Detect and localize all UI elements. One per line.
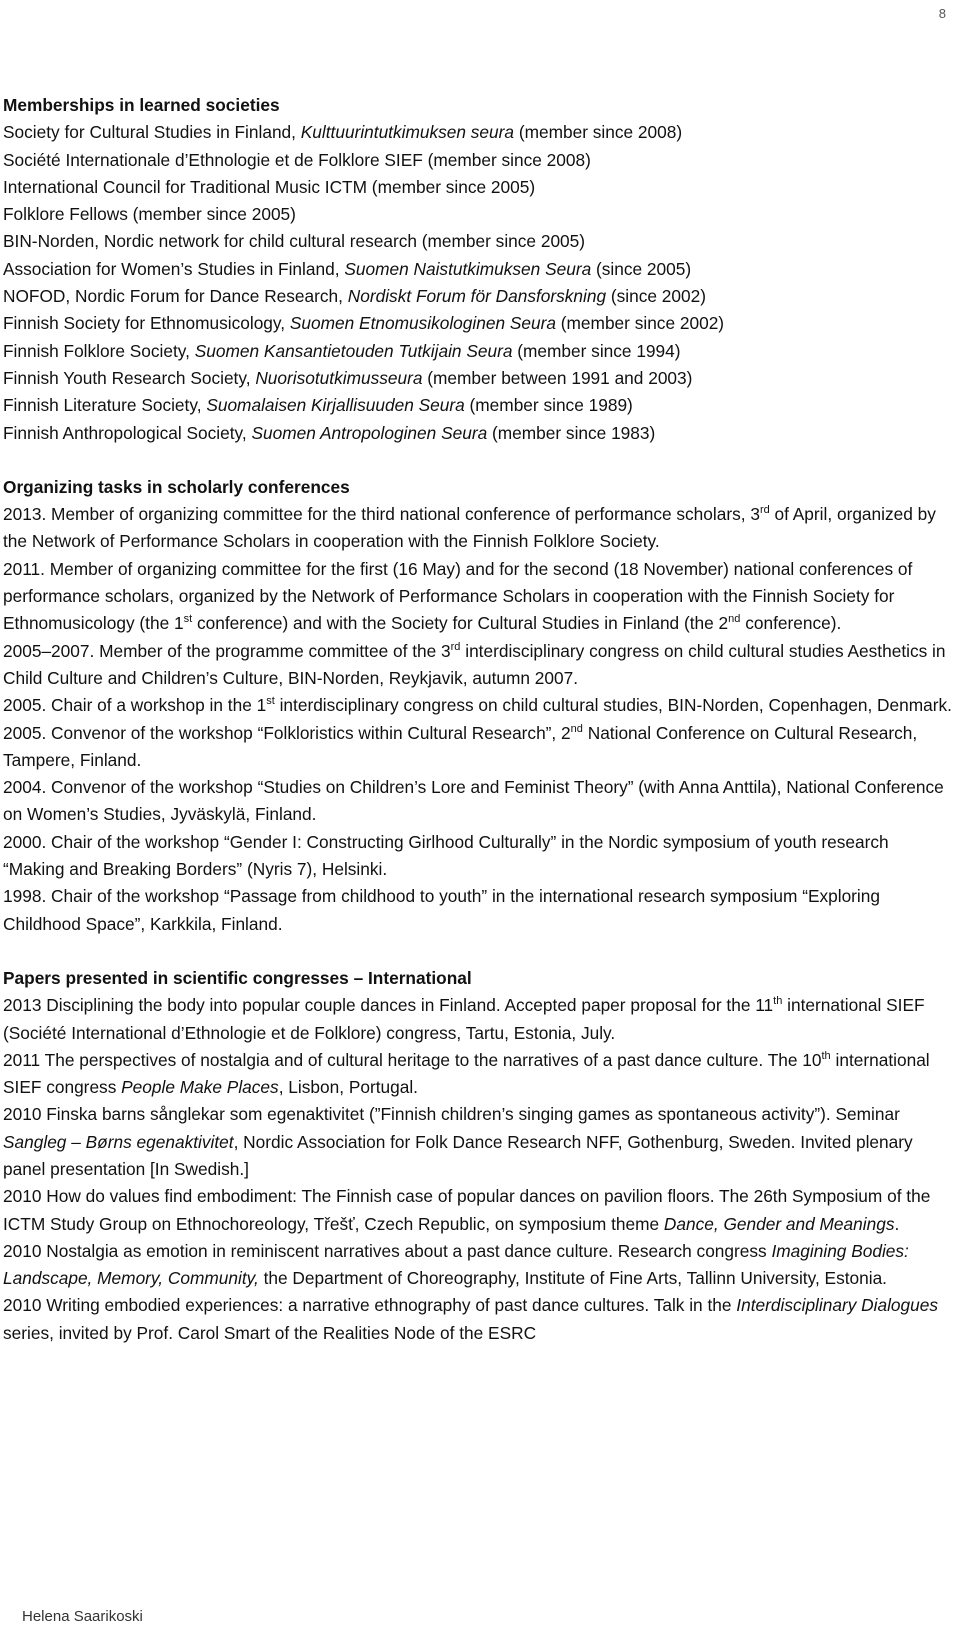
list-item	[3, 174, 953, 201]
list-item	[3, 1238, 953, 1293]
text-run: 2005–2007. Member of the programme committee of the 3	[3, 640, 451, 661]
superscript-text: nd	[728, 613, 741, 626]
superscript-text: th	[821, 1049, 831, 1062]
papers-list	[3, 992, 953, 1347]
italic-text: Suomalaisen Kirjallisuuden Seura	[206, 395, 465, 416]
text-run: conference) and with the Society for Cultural Studies in Finland (the 2	[192, 613, 729, 634]
text-run: National Conference on Cultural Research, Tampere, Finland.	[3, 722, 918, 770]
text-run: (since 2005)	[591, 258, 692, 279]
papers-section	[3, 965, 953, 1347]
text-run: 2013. Member of organizing committee for the third national conference of performance scholars, 3	[3, 504, 760, 525]
text-run: interdisciplinary congress on child cultural studies, BIN-Norden, Copenhagen, Denmark.	[274, 695, 952, 716]
memberships-heading: Memberships in learned societies	[3, 95, 280, 115]
list-item	[3, 883, 953, 938]
organizing-heading: Organizing tasks in scholarly conferences	[3, 476, 350, 497]
text-run: (member since 2008)	[514, 122, 683, 143]
papers-heading: Papers presented in scientific congresses – International	[3, 967, 472, 988]
memberships-list	[3, 119, 953, 447]
list-item	[3, 256, 953, 283]
organizing-section	[3, 474, 953, 938]
text-run: BIN-Norden, Nordic network for child cultural research (member since 2005)	[3, 231, 586, 252]
italic-text: Imagining Bodies: Landscape, Memory, Community,	[3, 1240, 909, 1289]
text-run: , Lisbon, Portugal.	[278, 1077, 418, 1098]
italic-text: Interdisciplinary Dialogues	[736, 1295, 939, 1316]
text-run: 2010 Finska barns sånglekar som egenaktivitet (”Finnish children’s singing games as spontaneous activity”). Seminar	[3, 1104, 900, 1125]
list-item	[3, 228, 953, 255]
list-item	[3, 392, 953, 419]
italic-text: Kulttuurintutkimuksen seura	[300, 122, 515, 143]
superscript-text: rd	[759, 504, 770, 517]
list-item	[3, 1292, 953, 1347]
document-body	[3, 92, 953, 1347]
text-run: (member since 2002)	[555, 313, 725, 334]
text-run: 2010 How do values find embodiment: The Finnish case of popular dances on pavilion floors. The 26th Symposium of the ICTM Study Group on Ethnochoreology, Třešť, Czech Republic, on symposium theme	[3, 1186, 931, 1234]
italic-text: Nordiskt Forum för Dansforskning	[347, 286, 607, 307]
list-item	[3, 829, 953, 884]
text-run: of April, organized by the Network of Performance Scholars in cooperation with the Finnish Folklore Society.	[3, 504, 936, 552]
text-run: 2005. Chair of a workshop in the 1	[3, 695, 267, 716]
text-run: 2013 Disciplining the body into popular couple dances in Finland. Accepted paper proposal for the 11	[3, 995, 774, 1016]
text-run: 2004. Convenor of the workshop “Studies on Children’s Lore and Feminist Theory” (with Anna Anttila), National Conference on Women’s Studies, Jyväskylä, Finland.	[3, 777, 944, 825]
text-run: Society for Cultural Studies in Finland,	[3, 122, 301, 143]
text-run: (member since 1989)	[464, 395, 633, 416]
italic-text: People Make Places	[121, 1077, 279, 1098]
italic-text: Dance, Gender and Meanings	[663, 1213, 895, 1234]
text-run: International Council for Traditional Music ICTM (member since 2005)	[3, 176, 536, 197]
text-run: NOFOD, Nordic Forum for Dance Research,	[3, 286, 348, 307]
list-item	[3, 774, 953, 829]
italic-text: Suomen Antropologinen Seura	[251, 422, 488, 443]
text-run: international SIEF congress	[3, 1049, 930, 1098]
footer-author: Helena Saarikoski	[22, 1608, 143, 1625]
list-item	[3, 420, 953, 447]
text-run: international SIEF (Société International d’Ethnologie et de Folklore) congress, Tartu, Estonia, July.	[3, 995, 925, 1043]
list-item	[3, 338, 953, 365]
text-run: (member since 1983)	[487, 422, 656, 443]
memberships-section	[3, 92, 953, 447]
list-item	[3, 1101, 953, 1183]
text-run: 2000. Chair of the workshop “Gender I: Constructing Girlhood Culturally” in the Nordic symposium of youth research “Making and Breaking Borders” (Nyris 7), Helsinki.	[3, 831, 889, 880]
list-item	[3, 1047, 953, 1102]
list-item	[3, 147, 953, 174]
text-run: Association for Women’s Studies in Finland,	[3, 258, 345, 279]
superscript-text: nd	[570, 722, 583, 735]
list-item	[3, 365, 953, 392]
text-run: (since 2002)	[606, 286, 707, 307]
organizing-list	[3, 501, 953, 938]
text-run: Finnish Anthropological Society,	[3, 422, 252, 443]
text-run: Folklore Fellows (member since 2005)	[3, 204, 296, 225]
text-run: Finnish Society for Ethnomusicology,	[3, 313, 290, 334]
text-run: 2011 The perspectives of nostalgia and of cultural heritage to the narratives of a past dance culture. The 10	[3, 1049, 822, 1070]
text-run: series, invited by Prof. Carol Smart of the Realities Node of the ESRC	[3, 1322, 537, 1343]
list-item	[3, 720, 953, 775]
italic-text: Suomen Kansantietouden Tutkijain Seura	[194, 340, 513, 361]
list-item	[3, 119, 953, 146]
list-item	[3, 556, 953, 638]
text-run: 2005. Convenor of the workshop “Folkloristics within Cultural Research”, 2	[3, 722, 571, 743]
text-run: Finnish Folklore Society,	[3, 340, 195, 361]
italic-text: Suomen Etnomusikologinen Seura	[289, 313, 556, 334]
text-run: 2010 Nostalgia as emotion in reminiscent narratives about a past dance culture. Research congress	[3, 1240, 772, 1261]
text-run: Finnish Youth Research Society,	[3, 367, 256, 388]
superscript-text: st	[183, 613, 193, 626]
text-run: conference).	[740, 613, 842, 634]
list-item	[3, 201, 953, 228]
text-run: 2011. Member of organizing committee for the first (16 May) and for the second (18 November) national conferences of performance scholars, organized by the Network of Performance Scholars in cooperation with the Finnish Society for Ethnomusicology (the 1	[3, 558, 913, 634]
list-item	[3, 501, 953, 556]
text-run: 2010 Writing embodied experiences: a narrative ethnography of past dance cultures. Talk in the	[3, 1295, 737, 1316]
text-run: Société Internationale d’Ethnologie et de Folklore SIEF (member since 2008)	[3, 149, 591, 170]
text-run: 1998. Chair of the workshop “Passage from childhood to youth” in the international research symposium “Exploring Childhood Space”, Karkkila, Finland.	[3, 886, 880, 934]
list-item	[3, 1183, 953, 1238]
text-run: , Nordic Association for Folk Dance Research NFF, Gothenburg, Sweden. Invited plenary panel presentation [In Swedish.]	[3, 1131, 913, 1179]
superscript-text: th	[773, 995, 783, 1008]
list-item	[3, 992, 953, 1047]
text-run: (member since 1994)	[512, 340, 681, 361]
list-item	[3, 638, 953, 693]
list-item	[3, 310, 953, 337]
superscript-text: rd	[450, 640, 461, 653]
text-run: the Department of Choreography, Institute of Fine Arts, Tallinn University, Estonia.	[258, 1268, 887, 1289]
page-number: 8	[938, 6, 946, 21]
text-run: .	[894, 1213, 900, 1234]
text-run: (member between 1991 and 2003)	[422, 367, 693, 388]
text-run: Finnish Literature Society,	[3, 395, 207, 416]
italic-text: Suomen Naistutkimuksen Seura	[344, 258, 592, 279]
superscript-text: st	[266, 695, 275, 708]
list-item	[3, 283, 953, 310]
italic-text: Nuorisotutkimusseura	[255, 367, 423, 388]
italic-text: Sangleg – Børns egenaktivitet	[3, 1131, 234, 1152]
list-item	[3, 692, 953, 719]
text-run: interdisciplinary congress on child cultural studies Aesthetics in Child Culture and Children’s Culture, BIN-Norden, Reykjavik, autumn 2007.	[3, 640, 946, 688]
